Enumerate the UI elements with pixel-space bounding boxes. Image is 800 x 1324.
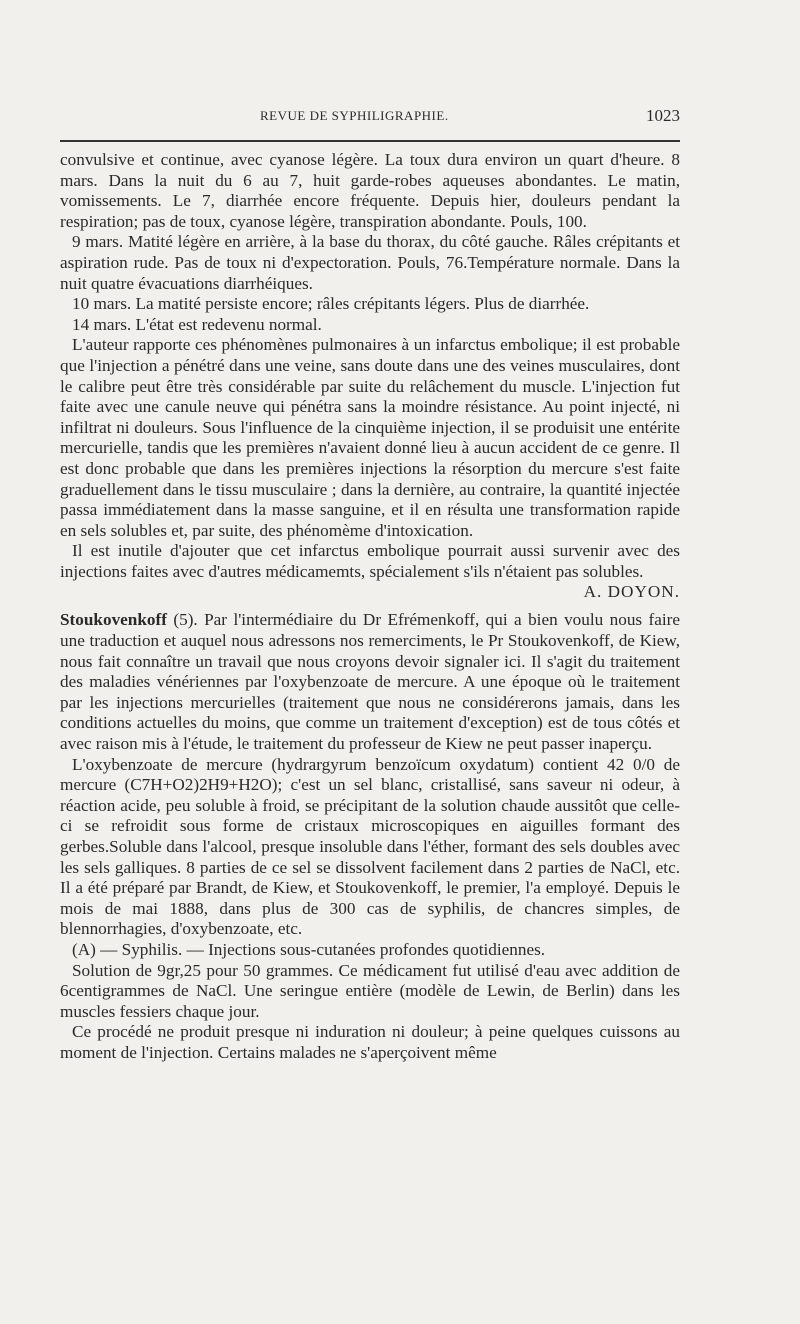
signature: A. DOYON.: [583, 582, 680, 602]
paragraph: [60, 610, 680, 754]
paragraph: Solution de 9gr,25 pour 50 grammes. Ce médicament fut utilisé d'eau avec addition de 6centigrammes de NaCl. Une seringue entière (modèle de Lewin, de Berlin) dans les muscles fessiers chaque jour.: [60, 960, 680, 1021]
body-text: [60, 150, 680, 1064]
paragraph: Ce procédé ne produit presque ni induration ni douleur; à peine quelques cuissons au moment de l'injection. Certains malades ne s'aperçoivent même: [60, 1022, 680, 1062]
paragraph: (A) — Syphilis. — Injections sous-cutanées profondes quotidiennes.: [72, 939, 546, 959]
paragraph: 10 mars. La matité persiste encore; râles crépitants légers. Plus de diarrhée.: [72, 294, 590, 314]
paragraph-text: (5). Par l'intermédiaire du Dr Efrémenkoff, qui a bien voulu nous faire une traduction et auquel nous adressons nos remerciments, le Pr Stoukovenkoff, de Kiew, nous fait connaître un travail que nous croyons devoir signaler ici. Il s'agit du traitement des maladies vénériennes par l'oxybenzoate de mercure. A une époque où le traitement par les injections mercurielles (traitement que nous ne considérerons jamais, dans les conditions actuelles du moins, que comme un traitement d'exception) est de tous côtés et avec raison mis à l'étude, le traitement du professeur de Kiew ne peut passer inaperçu.: [60, 610, 680, 754]
page-number: 1023: [646, 106, 680, 125]
paragraph: 9 mars. Matité légère en arrière, à la base du thorax, du côté gauche. Râles crépitants et aspiration rude. Pas de toux ni d'expectoration. Pouls, 76.Température normale. Dans la nuit quatre évacuations diarrhéiques.: [60, 232, 680, 293]
paragraph: convulsive et continue, avec cyanose légère. La toux dura environ un quart d'heure. 8 mars. Dans la nuit du 6 au 7, huit garde-robes aqueuses abondantes. Le matin, vomissements. Le 7, diarrhée encore fréquente. Depuis hier, douleurs pendant la respiration; pas de toux, cyanose légère, transpiration abondante. Pouls, 100.: [60, 150, 680, 231]
author-name: Stoukovenkoff: [60, 610, 167, 630]
paragraph-text: Il est inutile d'ajouter que cet infarctus embolique pourrait aussi survenir avec des injections faites avec d'autres médicamemts, spécialement s'ils n'étaient pas solubles.: [60, 541, 680, 581]
paragraph: L'auteur rapporte ces phénomènes pulmonaires à un infarctus embolique; il est probable que l'injection a pénétré dans une veine, sans doute dans une des veines musculaires, dont le calibre peut être très considérable par suite du relâchement du muscle. L'injection fut faite avec une canule neuve qui pénétra sans la moindre résistance. Au point injecté, ni infiltrat ni douleurs. Sous l'influence de la cinquième injection, il se produisit une entérite mercurielle, tandis que les premières n'avaient donné lieu à aucun accident de ce genre. Il est donc probable que dans les premières injections la résorption du mercure s'est faite graduellement dans le tissu musculaire ; dans la dernière, au contraire, la quantité injectée passa immédiatement dans la masse sanguine, et il en résulta une transformation rapide en sels solubles et, par suite, des phénomème d'intoxication.: [60, 335, 680, 540]
running-title: REVUE DE SYPHILIGRAPHIE.: [260, 108, 449, 123]
paragraph: [60, 541, 680, 602]
page-header: [60, 108, 680, 132]
paragraph: L'oxybenzoate de mercure (hydrargyrum benzoïcum oxydatum) contient 42 0/0 de mercure (C7H+O2)2H9+H2O); c'est un sel blanc, cristallisé, sans saveur ni odeur, à réaction acide, peu soluble à froid, se précipitant de la solution chaude aussitôt que celle-ci se refroidit sous forme de cristaux microscopiques en aiguilles formant des gerbes.Soluble dans l'alcool, presque insoluble dans l'éther, formant des sels doubles avec les sels galliques. 8 parties de ce sel se dissolvent facilement dans 2 parties de NaCl, etc. Il a été préparé par Brandt, de Kiew, et Stoukovenkoff, le premier, l'a employé. Depuis le mois de mai 1888, dans plus de 300 cas de syphilis, de chancres simples, de blennorrhagies, d'oxybenzoate, etc.: [60, 754, 680, 939]
paragraph: 14 mars. L'état est redevenu normal.: [72, 314, 322, 334]
header-rule: [60, 140, 680, 142]
